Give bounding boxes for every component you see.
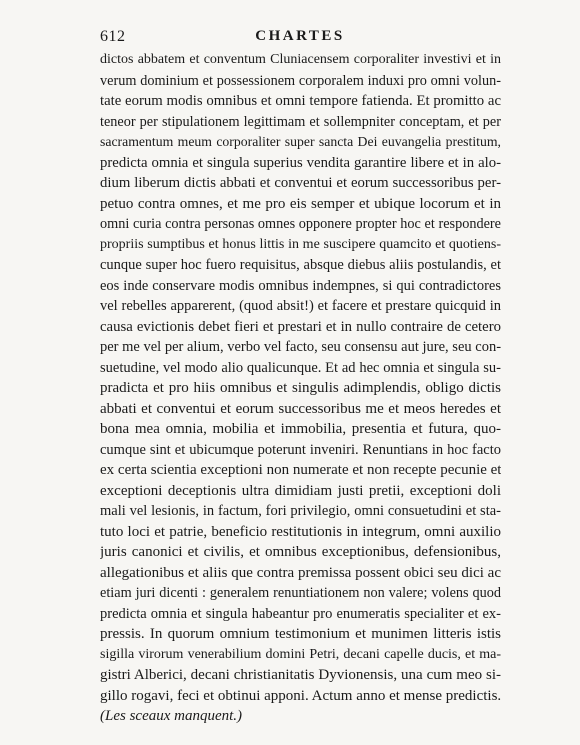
text-line: tuto loci et patrie, beneficio restitutionis in integrum, omni auxilio bbox=[100, 523, 501, 540]
page-header bbox=[100, 28, 500, 50]
body-text bbox=[100, 50, 501, 727]
text-line: gistri Alberici, decani christianitatis Dyvionensis, una cum meo si- bbox=[100, 667, 501, 683]
text-line: exceptioni deceptionis ultra dimidiam justi pretii, exceptioni doli bbox=[100, 482, 501, 499]
text-line: etiam juri dicenti : generalem renuntiationem non valere; volens quod bbox=[100, 585, 501, 601]
text-line: gillo rogavi, feci et obtinui apponi. Actum anno et mense predictis. bbox=[100, 687, 501, 704]
text-line: ex certa scientia exceptioni non numerate et non recepte pecunie et bbox=[100, 462, 501, 478]
text-line: sigilla virorum venerabilium domini Petri, decani capelle ducis, et ma- bbox=[100, 646, 501, 662]
text-line: pradicta et pro hiis omnibus et singulis adimplendis, obligo dictis bbox=[100, 380, 501, 396]
text-line: cunque super hoc fuero requisitus, absque diebus aliis postulandis, et bbox=[100, 257, 501, 273]
text-line: per me vel per alium, verbo vel facto, seu consensu aut jure, seu con- bbox=[100, 339, 501, 355]
text-line: dium liberum dictis abbati et conventui et eorum successoribus per- bbox=[100, 175, 501, 191]
text-line: predicta omnia et singula habeantur pro enumeratis specialiter et ex- bbox=[100, 605, 501, 622]
text-line: petuo contra omnes, et me pro eis semper et ubique locorum et in bbox=[100, 195, 501, 212]
text-line: propriis sumptibus et honus littis in me suscipere quamcito et quotiens- bbox=[100, 236, 501, 252]
running-title: CHARTES bbox=[255, 28, 345, 44]
text-line: predicta omnia et singula superius vendita garantire libere et in alo- bbox=[100, 154, 501, 171]
text-line: omni curia contra personas omnes opponere propter hoc et respondere bbox=[100, 216, 501, 232]
text-line: pressis. In quorum omnium testimonium et munimen litteris istis bbox=[100, 626, 501, 642]
seal-note: (Les sceaux manquent.) bbox=[100, 708, 243, 724]
text-line: suetudine, vel modo alio qualicunque. Et ad hec omnia et singula su- bbox=[100, 359, 501, 376]
text-line: mali vel lesionis, in factum, fori privilegio, omni consuetudini et sta- bbox=[100, 503, 501, 519]
text-line: abbati et conventui et eorum successoribus me et meos heredes et bbox=[100, 400, 501, 417]
text-line: sacramentum meum corporaliter super sancta Dei euvangelia prestitum, bbox=[100, 134, 501, 149]
text-line: cumque sint et ubicumque poterunt inveniri. Renuntians in hoc facto bbox=[100, 441, 501, 458]
text-line: vel rebelles apparerent, (quod absit!) et facere et prestare quicquid in bbox=[100, 298, 501, 314]
text-line: juris canonici et civilis, et omnibus exceptionibus, defensionibus, bbox=[100, 544, 501, 560]
text-line: bona mea omnia, mobilia et immobilia, presentia et futura, quo- bbox=[100, 421, 501, 437]
text-line: allegationibus et aliis que contra premissa possent obici seu dici ac bbox=[100, 564, 501, 581]
text-line: eos inde conservare modis omnibus indempnes, si qui contradictores bbox=[100, 277, 501, 294]
text-line: dictos abbatem et conventum Cluniacensem corporaliter investivi et in bbox=[100, 52, 501, 67]
text-line: causa evictionis debet fieri et prestari et in nullo contraire de cetero bbox=[100, 318, 501, 335]
page-number: 612 bbox=[100, 28, 126, 45]
text-line: tate eorum modis omnibus et omni tempore fatienda. Et promitto ac bbox=[100, 93, 501, 109]
text-line: teneor per stipulationem legittimam et sollempniter conceptam, et per bbox=[100, 113, 501, 130]
text-line: verum dominium et possessionem corporalem induxi pro omni volun- bbox=[100, 72, 501, 89]
